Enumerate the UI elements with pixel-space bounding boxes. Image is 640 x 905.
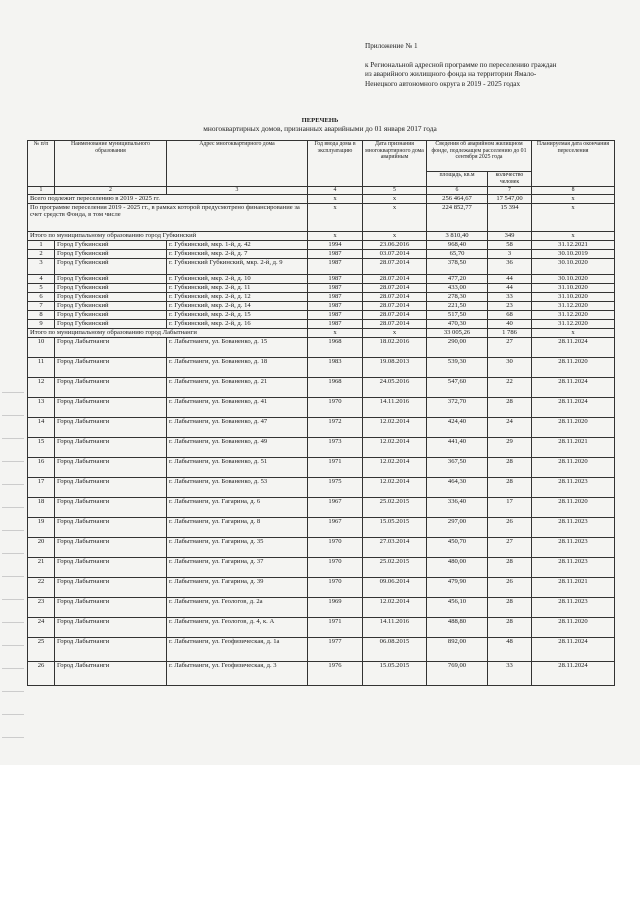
cell-year: 1983 xyxy=(308,357,363,377)
cell-planned: 28.11.2021 xyxy=(532,437,615,457)
cell-area: 539,30 xyxy=(427,357,488,377)
gub-total-date: x xyxy=(363,231,427,240)
cell-municipality: Город Лабытнанги xyxy=(55,457,167,477)
cell-area: 297,00 xyxy=(427,517,488,537)
cell-area: 477,20 xyxy=(427,274,488,283)
cell-people: 28 xyxy=(488,457,532,477)
table-row xyxy=(28,477,615,497)
cell-area: 450,70 xyxy=(427,537,488,557)
table-row xyxy=(28,357,615,377)
cell-address: г. Лабытнанги, ул. Бованенко, д. 51 xyxy=(167,457,308,477)
cell-planned: 28.11.2020 xyxy=(532,357,615,377)
cell-municipality: Город Лабытнанги xyxy=(55,397,167,417)
cell-address: г. Лабытнанги, ул. Гагарина, д. 37 xyxy=(167,557,308,577)
cell-year: 1987 xyxy=(308,319,363,328)
cell-planned: 31.12.2020 xyxy=(532,310,615,319)
cell-people: 24 xyxy=(488,417,532,437)
cell-planned: 31.10.2020 xyxy=(532,283,615,292)
cell-planned: 30.10.2019 xyxy=(532,249,615,258)
cell-address: г. Лабытнанги, ул. Гагарина, д. 6 xyxy=(167,497,308,517)
fund-year: x xyxy=(308,203,363,231)
cell-area: 372,70 xyxy=(427,397,488,417)
cell-num: 19 xyxy=(28,517,55,537)
cell-people: 3 xyxy=(488,249,532,258)
header-people: количество человек xyxy=(488,172,532,187)
cell-municipality: Город Губкинский xyxy=(55,274,167,283)
cell-planned: 28.11.2023 xyxy=(532,537,615,557)
cell-date: 15.05.2015 xyxy=(363,661,427,685)
header-date: Дата признания многоквартирного дома аварийным xyxy=(363,141,427,187)
cell-date: 03.07.2014 xyxy=(363,249,427,258)
cell-num: 7 xyxy=(28,301,55,310)
cell-area: 456,10 xyxy=(427,597,488,617)
colnum-1: 1 xyxy=(28,187,55,195)
table-row xyxy=(28,249,615,258)
header-area: площадь, кв.м xyxy=(427,172,488,187)
cell-num: 6 xyxy=(28,292,55,301)
table-row xyxy=(28,457,615,477)
cell-date: 19.08.2013 xyxy=(363,357,427,377)
colnum-7: 7 xyxy=(488,187,532,195)
header-year: Год ввода дома в эксплуатацию xyxy=(308,141,363,187)
cell-area: 480,00 xyxy=(427,557,488,577)
lab-total-label: Итого по муниципальному образованию город Лабытнанги xyxy=(28,328,308,337)
cell-area: 968,40 xyxy=(427,240,488,249)
cell-planned: 28.11.2023 xyxy=(532,517,615,537)
cell-planned: 28.11.2020 xyxy=(532,457,615,477)
cell-address: г. Губкинский, мкр. 2-й, д. 11 xyxy=(167,283,308,292)
table-row xyxy=(28,517,615,537)
cell-people: 48 xyxy=(488,637,532,661)
cell-area: 221,50 xyxy=(427,301,488,310)
table-row xyxy=(28,577,615,597)
cell-num: 21 xyxy=(28,557,55,577)
cell-address: г. Лабытнанги, ул. Бованенко, д. 47 xyxy=(167,417,308,437)
cell-municipality: Город Лабытнанги xyxy=(55,337,167,357)
table-row xyxy=(28,337,615,357)
gub-total-people: 349 xyxy=(488,231,532,240)
cell-address: г. Губкинский, мкр. 2-й, д. 10 xyxy=(167,274,308,283)
cell-planned: 28.11.2024 xyxy=(532,377,615,397)
cell-municipality: Город Лабытнанги xyxy=(55,377,167,397)
cell-year: 1971 xyxy=(308,457,363,477)
cell-num: 11 xyxy=(28,357,55,377)
lab-total-year: x xyxy=(308,328,363,337)
gub-total-planned: x xyxy=(532,231,615,240)
cell-year: 1987 xyxy=(308,310,363,319)
header-planned: Планируемая дата окончания переселения xyxy=(532,141,615,187)
cell-year: 1969 xyxy=(308,597,363,617)
cell-address: г. Губкинский, мкр. 2-й, д. 16 xyxy=(167,319,308,328)
total-area: 256 464,67 xyxy=(427,194,488,203)
cell-area: 892,00 xyxy=(427,637,488,661)
cell-year: 1970 xyxy=(308,397,363,417)
fund-planned: x xyxy=(532,203,615,231)
cell-municipality: Город Лабытнанги xyxy=(55,417,167,437)
cell-planned: 28.11.2023 xyxy=(532,557,615,577)
cell-municipality: Город Лабытнанги xyxy=(55,517,167,537)
cell-date: 28.07.2014 xyxy=(363,283,427,292)
cell-area: 769,00 xyxy=(427,661,488,685)
cell-people: 28 xyxy=(488,597,532,617)
cell-num: 8 xyxy=(28,310,55,319)
gub-total-area: 3 810,40 xyxy=(427,231,488,240)
appendix-number: Приложение № 1 xyxy=(365,42,418,50)
cell-year: 1975 xyxy=(308,477,363,497)
header-info: Сведения об аварийном жилищном фонде, подлежащем расселению до 01 сентября 2025 года xyxy=(427,141,532,172)
cell-date: 27.03.2014 xyxy=(363,537,427,557)
total-row xyxy=(28,194,615,203)
fund-date: x xyxy=(363,203,427,231)
cell-planned: 28.11.2020 xyxy=(532,497,615,517)
cell-area: 441,40 xyxy=(427,437,488,457)
document-subheading: многоквартирных домов, признанных аварийными до 01 января 2017 года xyxy=(203,124,437,133)
cell-people: 28 xyxy=(488,477,532,497)
cell-municipality: Город Губкинский xyxy=(55,249,167,258)
table-row xyxy=(28,637,615,661)
gub-total-row xyxy=(28,231,615,240)
colnum-8: 8 xyxy=(532,187,615,195)
cell-address: г. Губкинский, мкр. 2-й, д. 14 xyxy=(167,301,308,310)
cell-people: 29 xyxy=(488,437,532,457)
total-label: Всего подлежит переселению в 2019 - 2025 гг. xyxy=(28,194,308,203)
cell-area: 378,50 xyxy=(427,258,488,274)
cell-num: 20 xyxy=(28,537,55,557)
cell-municipality: Город Лабытнанги xyxy=(55,357,167,377)
appendix-line-3: Ненецкого автономного округа в 2019 - 2025 годах xyxy=(365,79,521,88)
cell-num: 3 xyxy=(28,258,55,274)
cell-num: 2 xyxy=(28,249,55,258)
cell-area: 517,50 xyxy=(427,310,488,319)
table-row xyxy=(28,417,615,437)
cell-num: 14 xyxy=(28,417,55,437)
fund-label: По программе переселения 2019 - 2025 гг., в рамках которой предусмотрено финансирование за счет средств Фонда, в том числе xyxy=(28,203,308,231)
cell-municipality: Город Лабытнанги xyxy=(55,637,167,661)
cell-people: 30 xyxy=(488,357,532,377)
cell-municipality: Город Лабытнанги xyxy=(55,537,167,557)
table-row xyxy=(28,319,615,328)
cell-municipality: Город Лабытнанги xyxy=(55,477,167,497)
cell-num: 16 xyxy=(28,457,55,477)
cell-date: 12.02.2014 xyxy=(363,597,427,617)
table-row xyxy=(28,258,615,274)
cell-year: 1987 xyxy=(308,292,363,301)
cell-people: 40 xyxy=(488,319,532,328)
table-row xyxy=(28,497,615,517)
cell-address: г. Губкинский Губкинский, мкр. 2-й, д. 9 xyxy=(167,258,308,274)
cell-people: 33 xyxy=(488,661,532,685)
cell-people: 36 xyxy=(488,258,532,274)
cell-num: 24 xyxy=(28,617,55,637)
cell-date: 28.07.2014 xyxy=(363,310,427,319)
cell-date: 28.07.2014 xyxy=(363,258,427,274)
cell-people: 26 xyxy=(488,577,532,597)
cell-year: 1971 xyxy=(308,617,363,637)
cell-address: г. Губкинский, мкр. 2-й, д. 15 xyxy=(167,310,308,319)
table-row xyxy=(28,274,615,283)
cell-date: 28.07.2014 xyxy=(363,301,427,310)
total-date: x xyxy=(363,194,427,203)
cell-num: 5 xyxy=(28,283,55,292)
total-planned: x xyxy=(532,194,615,203)
header-address: Адрес многоквартирного дома xyxy=(167,141,308,187)
table-row xyxy=(28,292,615,301)
gub-total-year: x xyxy=(308,231,363,240)
table-row xyxy=(28,240,615,249)
cell-date: 28.07.2014 xyxy=(363,292,427,301)
cell-date: 12.02.2014 xyxy=(363,437,427,457)
cell-municipality: Город Губкинский xyxy=(55,240,167,249)
document-heading: ПЕРЕЧЕНЬ xyxy=(301,117,339,124)
header-num: № п/п xyxy=(28,141,55,187)
cell-address: г. Лабытнанги, ул. Гагарина, д. 8 xyxy=(167,517,308,537)
cell-year: 1970 xyxy=(308,557,363,577)
cell-num: 26 xyxy=(28,661,55,685)
cell-num: 25 xyxy=(28,637,55,661)
cell-area: 367,50 xyxy=(427,457,488,477)
cell-people: 28 xyxy=(488,397,532,417)
cell-planned: 28.11.2020 xyxy=(532,417,615,437)
cell-municipality: Город Губкинский xyxy=(55,292,167,301)
cell-year: 1987 xyxy=(308,283,363,292)
table-row xyxy=(28,301,615,310)
cell-municipality: Город Лабытнанги xyxy=(55,661,167,685)
table-row xyxy=(28,661,615,685)
cell-area: 547,60 xyxy=(427,377,488,397)
cell-address: г. Губкинский, мкр. 1-й, д. 42 xyxy=(167,240,308,249)
colnum-6: 6 xyxy=(427,187,488,195)
cell-num: 18 xyxy=(28,497,55,517)
header-municipality: Наименование муниципального образования xyxy=(55,141,167,187)
cell-year: 1994 xyxy=(308,240,363,249)
cell-people: 58 xyxy=(488,240,532,249)
cell-area: 290,00 xyxy=(427,337,488,357)
cell-planned: 31.12.2020 xyxy=(532,301,615,310)
gub-total-label: Итого по муниципальному образованию город Губкинский xyxy=(28,231,308,240)
cell-date: 14.11.2016 xyxy=(363,617,427,637)
cell-address: г. Лабытнанги, ул. Бованенко, д. 21 xyxy=(167,377,308,397)
colnum-2: 2 xyxy=(55,187,167,195)
cell-planned: 31.12.2020 xyxy=(532,319,615,328)
cell-date: 12.02.2014 xyxy=(363,457,427,477)
cell-people: 28 xyxy=(488,557,532,577)
table-row xyxy=(28,557,615,577)
table-row xyxy=(28,437,615,457)
cell-date: 06.08.2015 xyxy=(363,637,427,661)
cell-address: г. Лабытнанги, ул. Бованенко, д. 49 xyxy=(167,437,308,457)
cell-year: 1976 xyxy=(308,661,363,685)
cell-num: 22 xyxy=(28,577,55,597)
appendix-line-1: к Региональной адресной программе по переселению граждан xyxy=(365,61,557,70)
cell-year: 1968 xyxy=(308,337,363,357)
cell-area: 336,40 xyxy=(427,497,488,517)
cell-people: 23 xyxy=(488,301,532,310)
cell-num: 1 xyxy=(28,240,55,249)
table-row xyxy=(28,310,615,319)
cell-date: 28.07.2014 xyxy=(363,274,427,283)
cell-num: 10 xyxy=(28,337,55,357)
lab-total-people: 1 786 xyxy=(488,328,532,337)
cell-planned: 31.10.2020 xyxy=(532,292,615,301)
cell-area: 424,40 xyxy=(427,417,488,437)
cell-num: 4 xyxy=(28,274,55,283)
cell-address: г. Лабытнанги, ул. Бованенко, д. 18 xyxy=(167,357,308,377)
cell-address: г. Лабытнанги, ул. Бованенко, д. 53 xyxy=(167,477,308,497)
cell-address: г. Лабытнанги, ул. Геофизическая, д. 3 xyxy=(167,661,308,685)
cell-area: 433,00 xyxy=(427,283,488,292)
cell-people: 26 xyxy=(488,517,532,537)
total-people: 17 547,00 xyxy=(488,194,532,203)
cell-area: 65,70 xyxy=(427,249,488,258)
cell-municipality: Город Губкинский xyxy=(55,301,167,310)
cell-address: г. Лабытнанги, ул. Гагарина, д. 35 xyxy=(167,537,308,557)
cell-planned: 28.11.2020 xyxy=(532,617,615,637)
cell-people: 68 xyxy=(488,310,532,319)
cell-municipality: Город Губкинский xyxy=(55,310,167,319)
scan-margin-artifacts xyxy=(2,370,32,750)
cell-planned: 28.11.2024 xyxy=(532,661,615,685)
cell-date: 12.02.2014 xyxy=(363,477,427,497)
cell-address: г. Губкинский, мкр. 2-й, д. 7 xyxy=(167,249,308,258)
table-row xyxy=(28,397,615,417)
table-row xyxy=(28,283,615,292)
cell-municipality: Город Лабытнанги xyxy=(55,497,167,517)
table-row xyxy=(28,537,615,557)
cell-people: 17 xyxy=(488,497,532,517)
cell-area: 470,30 xyxy=(427,319,488,328)
cell-date: 18.02.2016 xyxy=(363,337,427,357)
houses-table xyxy=(27,140,615,686)
cell-date: 14.11.2016 xyxy=(363,397,427,417)
cell-municipality: Город Губкинский xyxy=(55,258,167,274)
cell-num: 12 xyxy=(28,377,55,397)
cell-municipality: Город Губкинский xyxy=(55,283,167,292)
cell-num: 23 xyxy=(28,597,55,617)
cell-date: 28.07.2014 xyxy=(363,319,427,328)
cell-year: 1972 xyxy=(308,417,363,437)
cell-year: 1967 xyxy=(308,497,363,517)
cell-municipality: Город Лабытнанги xyxy=(55,597,167,617)
appendix-block xyxy=(365,42,625,89)
cell-planned: 28.11.2024 xyxy=(532,397,615,417)
cell-date: 23.06.2016 xyxy=(363,240,427,249)
lab-total-area: 33 005,26 xyxy=(427,328,488,337)
cell-people: 44 xyxy=(488,283,532,292)
cell-municipality: Город Лабытнанги xyxy=(55,617,167,637)
cell-year: 1967 xyxy=(308,517,363,537)
cell-address: г. Лабытнанги, ул. Бованенко, д. 15 xyxy=(167,337,308,357)
cell-num: 13 xyxy=(28,397,55,417)
cell-planned: 28.11.2021 xyxy=(532,577,615,597)
cell-date: 09.06.2014 xyxy=(363,577,427,597)
cell-planned: 30.10.2020 xyxy=(532,258,615,274)
cell-municipality: Город Лабытнанги xyxy=(55,437,167,457)
cell-municipality: Город Лабытнанги xyxy=(55,557,167,577)
cell-area: 488,80 xyxy=(427,617,488,637)
cell-people: 27 xyxy=(488,337,532,357)
cell-num: 17 xyxy=(28,477,55,497)
cell-people: 28 xyxy=(488,617,532,637)
colnum-3: 3 xyxy=(167,187,308,195)
colnum-5: 5 xyxy=(363,187,427,195)
cell-people: 44 xyxy=(488,274,532,283)
cell-address: г. Лабытнанги, ул. Бованенко, д. 41 xyxy=(167,397,308,417)
cell-people: 33 xyxy=(488,292,532,301)
cell-year: 1970 xyxy=(308,537,363,557)
total-year: x xyxy=(308,194,363,203)
cell-year: 1987 xyxy=(308,249,363,258)
cell-year: 1970 xyxy=(308,577,363,597)
cell-address: г. Лабытнанги, ул. Геологов, д. 4, к. А xyxy=(167,617,308,637)
cell-planned: 30.10.2020 xyxy=(532,274,615,283)
cell-people: 27 xyxy=(488,537,532,557)
cell-date: 24.05.2016 xyxy=(363,377,427,397)
cell-date: 25.02.2015 xyxy=(363,557,427,577)
cell-people: 22 xyxy=(488,377,532,397)
cell-num: 9 xyxy=(28,319,55,328)
cell-year: 1977 xyxy=(308,637,363,661)
cell-planned: 28.11.2024 xyxy=(532,337,615,357)
cell-planned: 31.12.2021 xyxy=(532,240,615,249)
cell-municipality: Город Губкинский xyxy=(55,319,167,328)
lab-total-row xyxy=(28,328,615,337)
fund-area: 224 852,77 xyxy=(427,203,488,231)
cell-area: 464,30 xyxy=(427,477,488,497)
cell-planned: 28.11.2023 xyxy=(532,477,615,497)
cell-planned: 28.11.2023 xyxy=(532,597,615,617)
cell-date: 15.05.2015 xyxy=(363,517,427,537)
cell-year: 1973 xyxy=(308,437,363,457)
lab-total-planned: x xyxy=(532,328,615,337)
cell-address: г. Лабытнанги, ул. Геологов, д. 2а xyxy=(167,597,308,617)
lab-total-date: x xyxy=(363,328,427,337)
cell-year: 1987 xyxy=(308,274,363,283)
fund-row xyxy=(28,203,615,231)
cell-address: г. Губкинский, мкр. 2-й, д. 12 xyxy=(167,292,308,301)
appendix-line-2: из аварийного жилищного фонда на территории Ямало- xyxy=(365,70,537,79)
cell-area: 479,90 xyxy=(427,577,488,597)
cell-year: 1987 xyxy=(308,301,363,310)
table-row xyxy=(28,597,615,617)
cell-planned: 28.11.2024 xyxy=(532,637,615,661)
cell-year: 1968 xyxy=(308,377,363,397)
cell-date: 25.02.2015 xyxy=(363,497,427,517)
cell-num: 15 xyxy=(28,437,55,457)
cell-year: 1987 xyxy=(308,258,363,274)
table-row xyxy=(28,377,615,397)
table-row xyxy=(28,617,615,637)
colnum-4: 4 xyxy=(308,187,363,195)
fund-people: 15 394 xyxy=(488,203,532,231)
cell-municipality: Город Лабытнанги xyxy=(55,577,167,597)
cell-address: г. Лабытнанги, ул. Гагарина, д. 39 xyxy=(167,577,308,597)
cell-address: г. Лабытнанги, ул. Геофизическая, д. 1а xyxy=(167,637,308,661)
cell-date: 12.02.2014 xyxy=(363,417,427,437)
cell-area: 278,30 xyxy=(427,292,488,301)
